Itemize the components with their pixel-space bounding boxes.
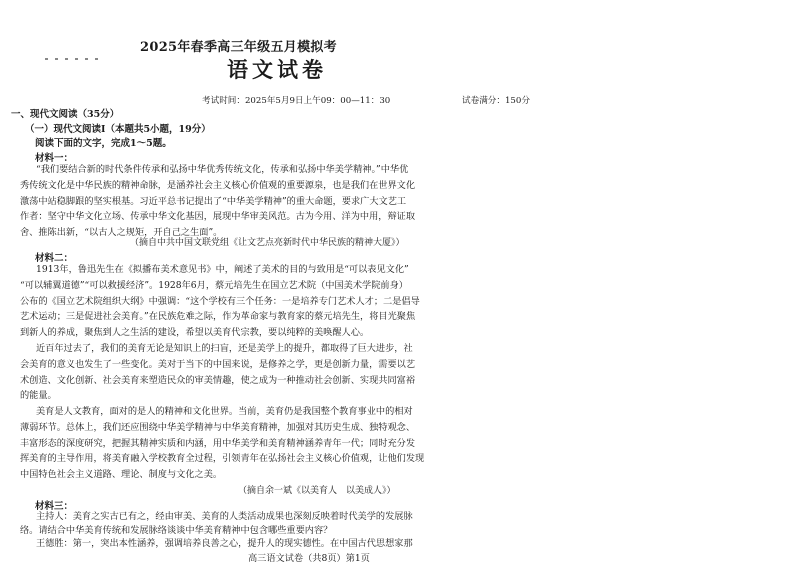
- text-line: 美育是人文教育，面对的是人的精神和文化世界。当前，美育仍是我国整个教育事业中的相对: [36, 406, 413, 417]
- text-line: 作者：坚守中华文化立场、传承中华文化基因，展现中华审美风范。古为今用、洋为中用，辩证取: [20, 211, 416, 223]
- text-line: “可以辅翼道德”“可以救援经济”。1928年6月，蔡元培先生在国立艺术院（中国美术学院前身）: [20, 279, 408, 291]
- text-line: 舍、推陈出新，“以古人之规矩，开自己之生面”。: [20, 227, 223, 239]
- material2-paragraph-2: [20, 341, 789, 404]
- text-line: 络。请结合中华美育传统和发展脉络谈谈中华美育精神中包含哪些重要内容？: [20, 524, 333, 536]
- text-line: 公布的《国立艺术院组织大纲》中强调：“这个学校有三个任务：一是培养专门艺术人才；二是倡导: [20, 295, 420, 307]
- subsection-title: （一）现代文阅读Ⅰ（本题共5小题，19分）: [25, 124, 211, 135]
- material2-source: （摘自余一斌《以美育人 以美成人》）: [238, 486, 396, 496]
- text-line: 中国特色社会主义道路、理论、制度与文化之美。: [20, 469, 223, 481]
- text-line: 挥美育的主导作用，将美育融入学校教育全过程，引领青年在弘扬社会主义核心价值观，让他们发现: [20, 453, 425, 465]
- material2-paragraph-1: [20, 262, 789, 341]
- text-line: 1913年，鲁迅先生在《拟播布美术意见书》中，阐述了美术的目的与致用是“可以表见文化”: [36, 264, 409, 275]
- material2-heading: 材料二：: [35, 253, 74, 264]
- text-line: 艺术运动；三是促进社会美育。”在民族危难之际，作为革命家与教育家的蔡元培先生，将目光聚焦: [20, 311, 416, 323]
- text-line: 会美育的意义也发生了一些变化。美对于当下的中国来说，是修养之学，更是创新力量，需要以艺: [20, 358, 416, 370]
- scan-marks: [45, 45, 125, 47]
- text-line: 秀传统文化是中华民族的精神命脉，是涵养社会主义核心价值观的重要源泉，也是我们在世界文化: [20, 179, 416, 191]
- text-line: 丰富形态的深度研究，把握其精神实质和内涵，用中华美学和美育精神涵养青年一代；同时充分发: [20, 437, 416, 449]
- text-line: 主持人：美育之实古已有之，经由审美、美育的人类活动成果也深刻反映着时代美学的发展脉: [36, 511, 413, 522]
- exam-time: 考试时间：2025年5月9日上午09：00—11：30: [202, 96, 391, 106]
- text-line: 到新人的养成，聚焦到人之生活的建设，希望以美育代宗教，要以纯粹的美唤醒人心。: [20, 327, 370, 339]
- section-title: 一、现代文阅读（35分）: [11, 109, 120, 120]
- text-line: 术创造、文化创新、社会美育来塑造民众的审美情趣，使之成为一种推动社会创新、实现共同富裕: [20, 374, 416, 386]
- text-line: “我们要结合新的时代条件传承和弘扬中华优秀传统文化，传承和弘扬中华美学精神。”中华优: [36, 164, 409, 175]
- material3-heading: 材料三：: [35, 501, 74, 512]
- text-line: 近百年过去了，我们的美育无论是知识上的扫盲，还是美学上的提升，都取得了巨大进步，社: [36, 343, 413, 354]
- instruction: 阅读下面的文字，完成1～5题。: [35, 138, 172, 149]
- page-footer: 高三语文试卷（共8页）第1页: [248, 553, 370, 564]
- material1-paragraph: [20, 162, 789, 241]
- material2-paragraph-3: [20, 404, 789, 483]
- material3-paragraph: [20, 510, 789, 551]
- exam-name: 2025年春季高三年级五月模拟考: [140, 40, 337, 55]
- material1-source: （摘自中共中国文联党组《让文艺点亮新时代中华民族的精神大厦》）: [130, 238, 405, 248]
- full-score: 试卷满分：150分: [462, 96, 530, 106]
- text-line: 激荡中站稳脚跟的坚实根基。习近平总书记提出了“中华美学精神”的重大命题，要求广大文艺工: [20, 195, 407, 207]
- text-line: 薄弱环节。总体上，我们还应围绕中华美学精神与中华美育精神，加强对其历史生成、独特观念、: [20, 421, 416, 433]
- subject-title: 语文试卷: [227, 57, 327, 82]
- text-line: 的能量。: [20, 390, 57, 402]
- text-line: 王德胜：第一，突出本性涵养，强调培养良善之心，提升人的现实德性。在中国古代思想家那: [36, 538, 413, 549]
- material1-heading: 材料一：: [35, 153, 74, 164]
